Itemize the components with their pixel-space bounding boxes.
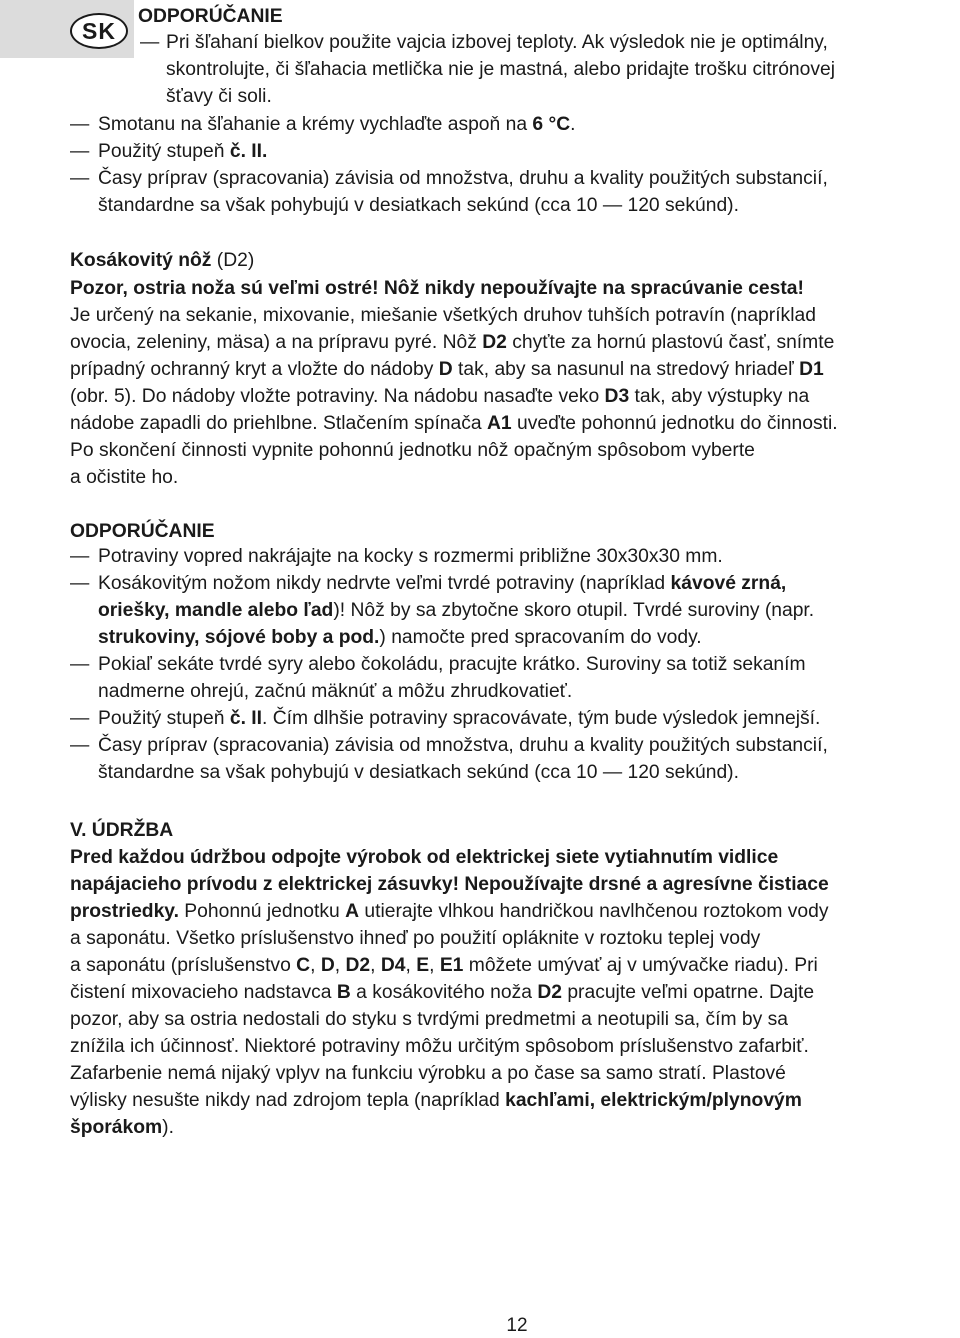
bullet-text: Kosákovitým nožom nikdy nedrvte veľmi tvrdé potraviny (napríklad kávové zrná,	[98, 573, 787, 594]
bullet-text: Smotanu na šľahanie a krémy vychlaďte aspoň na 6 °C.	[98, 114, 576, 135]
bullet-text: Potraviny vopred nakrájajte na kocky s rozmermi približne 30x30x30 mm.	[98, 546, 723, 567]
paragraph-line: prostriedky. Pohonnú jednotku A utierajte vlhkou handričkou navlhčenou roztokom vody	[70, 901, 829, 922]
section-title: V. ÚDRŽBA	[70, 820, 174, 841]
bullet-text: Použitý stupeň č. II.	[98, 141, 268, 162]
paragraph-line: Je určený na sekanie, mixovanie, miešanie všetkých druhov tuhších potravín (napríklad	[70, 305, 816, 326]
section-title: ODPORÚČANIE	[138, 6, 283, 27]
bullet-dash: —	[70, 708, 90, 729]
paragraph-line: znížila ich účinnosť. Niektoré potraviny môžu určitým spôsobom príslušenstvo zafarbiť.	[70, 1036, 809, 1057]
bullet-text: Časy príprav (spracovania) závisia od množstva, druhu a kvality použitých substancií,	[98, 168, 828, 189]
warning-text: Pred každou údržbou odpojte výrobok od elektrickej siete vytiahnutím vidlice	[70, 847, 779, 868]
paragraph-line: čistení mixovacieho nadstavca B a kosákovitého noža D2 pracujte veľmi opatrne. Dajte	[70, 982, 815, 1003]
bullet-text: strukoviny, sójové boby a pod.) namočte pred spracovaním do vody.	[98, 627, 702, 648]
bullet-dash: —	[70, 168, 90, 189]
bullet-text: štandardne sa však pohybujú v desiatkach sekúnd (cca 10 — 120 sekúnd).	[98, 762, 739, 783]
bullet-dash: —	[70, 573, 90, 594]
bullet-text: Pokiaľ sekáte tvrdé syry alebo čokoládu, pracujte krátko. Suroviny sa totiž sekaním	[98, 654, 806, 675]
bullet-dash: —	[70, 114, 90, 135]
paragraph-line: Po skončení činnosti vypnite pohonnú jednotku nôž opačným spôsobom vyberte	[70, 440, 755, 461]
paragraph-line: prípadný ochranný kryt a vložte do nádoby D tak, aby sa nasunul na stredový hriadeľ D1	[70, 359, 824, 380]
section-title: Kosákovitý nôž (D2)	[70, 250, 255, 271]
bullet-text: oriešky, mandle alebo ľad)! Nôž by sa zbytočne skoro otupil. Tvrdé suroviny (napr.	[98, 600, 815, 621]
paragraph-line: a saponátu. Všetko príslušenstvo ihneď po použití opláknite v roztoku teplej vody	[70, 928, 761, 949]
paragraph-line: pozor, aby sa ostria nedostali do styku s tvrdými predmetmi a neotupili sa, čím by sa	[70, 1009, 789, 1030]
bullet-dash: —	[70, 735, 90, 756]
section-title: ODPORÚČANIE	[70, 521, 215, 542]
paragraph-line: Zafarbenie nemá nijaký vplyv na funkciu výrobku a po čase sa samo stratí. Plastové	[70, 1063, 786, 1084]
bullet-text: nadmerne ohrejú, začnú mäknúť a môžu zhrudkovatieť.	[98, 681, 573, 702]
bullet-dash: —	[70, 546, 90, 567]
paragraph-line: nádobe zapadli do priehlbne. Stlačením spínača A1 uveďte pohonnú jednotku do činnosti.	[70, 413, 838, 434]
warning-text: napájacieho prívodu z elektrickej zásuvky! Nepoužívajte drsné a agresívne čistiace	[70, 874, 829, 895]
bullet-text: štandardne sa však pohybujú v desiatkach sekúnd (cca 10 — 120 sekúnd).	[98, 195, 739, 216]
paragraph-line: ovocia, zeleniny, mäsa) a na prípravu pyré. Nôž D2 chyťte za hornú plastovú časť, snímte	[70, 332, 835, 353]
bullet-dash: —	[70, 141, 90, 162]
paragraph-line: výlisky nesušte nikdy nad zdrojom tepla (napríklad kachľami, elektrickým/plynovým	[70, 1090, 802, 1111]
paragraph-line: a očistite ho.	[70, 467, 179, 488]
language-badge: SK	[70, 13, 128, 49]
paragraph-line: (obr. 5). Do nádoby vložte potraviny. Na nádobu nasaďte veko D3 tak, aby výstupky na	[70, 386, 810, 407]
paragraph-line: a saponátu (príslušenstvo C, D, D2, D4, E, E1 môžete umývať aj v umývačke riadu). Pri	[70, 955, 818, 976]
bullet-text: Časy príprav (spracovania) závisia od množstva, druhu a kvality použitých substancií,	[98, 735, 828, 756]
bullet-text: šťavy či soli.	[166, 86, 272, 107]
warning-text: Pozor, ostria noža sú veľmi ostré! Nôž nikdy nepoužívajte na spracúvanie cesta!	[70, 278, 804, 299]
bullet-dash: —	[140, 32, 160, 53]
bullet-text: Pri šľahaní bielkov použite vajcia izbovej teploty. Ak výsledok nie je optimálny,	[166, 32, 828, 53]
bullet-text: Použitý stupeň č. II. Čím dlhšie potraviny spracovávate, tým bude výsledok jemnejší.	[98, 708, 821, 729]
bullet-dash: —	[70, 654, 90, 675]
paragraph-line: šporákom).	[70, 1117, 174, 1138]
bullet-text: skontrolujte, či šľahacia metlička nie je mastná, alebo pridajte trošku citrónovej	[166, 59, 836, 80]
page-number: 12	[506, 1315, 528, 1336]
